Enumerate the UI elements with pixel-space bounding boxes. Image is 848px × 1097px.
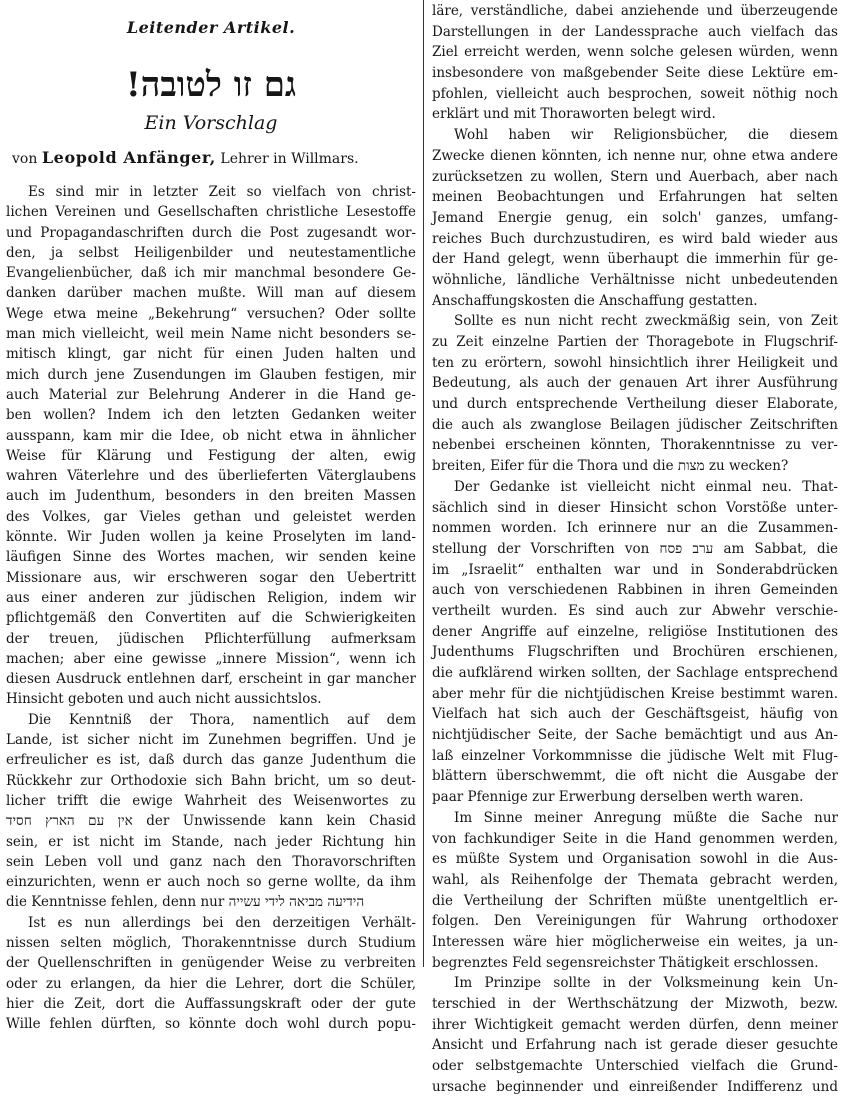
text-line: ben wollen? Indem ich den letzten Gedanken weiter bbox=[6, 407, 416, 424]
text-line: Missionare aus, wir erschweren sogar den Uebertritt bbox=[6, 569, 416, 586]
text-line: sächlich sind in dieser Hinsicht schon Vorstöße unter- bbox=[432, 499, 838, 516]
text-line: auch im Judenthum, besonders in den breiten Massen bbox=[6, 488, 416, 505]
text-line: Der Gedanke ist vielleicht nicht einmal neu. That- bbox=[454, 478, 838, 495]
text-line: aber mehr für die nichtjüdischen Kreise bestimmt waren. bbox=[432, 685, 838, 702]
text-line: nebenbei erscheinen könnten, Thorakenntnisse zu ver- bbox=[432, 437, 838, 454]
text-line: Hinsicht geboten und auch nicht aussichtslos. bbox=[6, 691, 322, 708]
text-line: Judenthums Flugschriften und Brochüren erschienen, bbox=[432, 644, 838, 661]
text-line: nissen selten möglich, Thorakenntnisse durch Studium bbox=[6, 934, 416, 951]
text-line: Bedeutung, als auch der genauen Art ihrer Ausführung bbox=[432, 375, 838, 392]
text-line: Im Prinzipe sollte in der Volksmeinung kein Un- bbox=[454, 975, 838, 992]
text-line: den, ja selbst Heiligenbilder und neutestamentliche bbox=[6, 244, 416, 261]
text-line: der Hand gelegt, wenn überhaupt die immerhin für ge- bbox=[432, 251, 838, 268]
text-line: nichtjüdischer Seite, der Sache bemächtigt und aus An- bbox=[432, 727, 838, 744]
text-line: Sollte es nun nicht recht zweckmäßig sein, von Zeit bbox=[454, 313, 838, 330]
text-line: nommen worden. Ich erinnere nur an die Zusammen- bbox=[432, 520, 838, 537]
text-line: könnte. Wir Juden wollen ja keine Proselyten im land- bbox=[6, 529, 416, 546]
text-line: vertheilt wurden. Es sind auch zur Abwehr verschie- bbox=[432, 602, 838, 619]
text-line: mitisch klingt, gar nicht für einen Juden halten und bbox=[6, 346, 416, 363]
text-line: die aufklärend wirken sollten, der Sachlage entsprechend bbox=[432, 665, 838, 681]
left-column bbox=[6, 18, 416, 1034]
text-line: Interessen wäre hier möglicherweise ein weites, ja un- bbox=[432, 933, 838, 950]
text-line: ihrer Wichtigkeit gemacht werden dürfen, denn meiner bbox=[432, 1016, 838, 1033]
text-line: der Quellenschriften in genügender Weise zu verbreiten bbox=[6, 955, 416, 972]
text-line: Wille fehlen dürften, so könnte doch wohl durch popu- bbox=[6, 1016, 416, 1033]
text-line: auch Material zur Belehrung Anderer in die Hand ge- bbox=[6, 386, 416, 403]
text-line: danken darüber machen mußte. Will man auf diesem bbox=[6, 285, 416, 302]
text-line: אין עם הארץ חסיד der Unwissende kann kein Chasid bbox=[6, 813, 416, 830]
text-line: läufigen Sinne des Wortes machen, wir senden keine bbox=[6, 549, 416, 566]
text-line: Jemand Energie genug, ein solch' ganzes, umfang- bbox=[432, 209, 838, 226]
text-line: erfreulicher es ist, daß durch das ganze Judenthum die bbox=[6, 752, 416, 769]
text-line: die auch als zwanglose Beilagen jüdischer Zeitschriften bbox=[432, 416, 838, 433]
text-line: läre, verständliche, dabei anziehende und überzeugende bbox=[432, 3, 838, 19]
text-line: der treuen, jüdischen Pflichterfüllung aufmerksam bbox=[6, 630, 416, 647]
text-line: insbesondere von maßgebender Seite diese Lektüre em- bbox=[432, 65, 838, 82]
text-line: aus einer anderen zur jüdischen Religion, indem wir bbox=[6, 589, 416, 606]
text-line: oder zu erlangen, da hier die Lehrer, dort die Schüler, bbox=[6, 975, 416, 992]
text-line: Anschaffungskosten die Anschaffung gestatten. bbox=[432, 292, 758, 309]
text-line: terschied in der Werthschätzung der Mizwoth, bezw. bbox=[432, 996, 838, 1012]
text-line: ausspann, kam mir die Idee, ob nicht etwa in ähnlicher bbox=[6, 427, 416, 444]
text-line: Evangelienbücher, daß ich mir manchmal besondere Ge- bbox=[6, 265, 416, 282]
byline bbox=[6, 148, 416, 170]
text-line: licher trifft die ewige Wahrheit des Weisenwortes zu bbox=[6, 792, 416, 809]
byline-prefix: von bbox=[12, 151, 38, 167]
text-line: Rückkehr zur Orthodoxie sich Bahn bricht, um so deut- bbox=[6, 772, 416, 789]
text-line: paar Pfennige zur Erwerbung derselben werth waren. bbox=[432, 789, 804, 806]
text-line: die Kenntnisse fehlen, denn nur הידיעה מביאה לידי עשייה bbox=[6, 894, 365, 911]
text-line: diesen Ausdruck entlehnen darf, erscheint in gar mancher bbox=[6, 671, 416, 688]
text-line: im „Israelit“ enthalten war und in Sonderabdrücken bbox=[432, 561, 838, 578]
text-line: es müßte System und Organisation sowohl in die Aus- bbox=[432, 851, 838, 868]
byline-suffix: Lehrer in Willmars. bbox=[220, 151, 359, 167]
text-line: wöhnliche, ländliche Verhältnisse nicht unbedeutenden bbox=[432, 271, 838, 288]
text-line: mich durch jene Zusendungen im Glauben festigen, mir bbox=[6, 366, 416, 383]
text-line: blättern überschwemmt, die oft nicht die Ausgabe der bbox=[432, 768, 838, 785]
text-line: wahren Väterlehre und des überlieferten Väterglaubens bbox=[6, 468, 416, 485]
text-line: man mich vielleicht, weil mein Name nicht besonders se- bbox=[6, 326, 416, 343]
text-line: dener Angriffe auf einzelne, religiöse Institutionen des bbox=[432, 623, 838, 640]
text-line: auch von verschiedenen Rabbinen in ihren Gemeinden bbox=[432, 582, 838, 599]
text-line: Darstellungen in der Landessprache auch vielfach das bbox=[432, 23, 838, 40]
text-line: Vielfach hat sich auch der Geschäftsgeist, häufig von bbox=[432, 706, 838, 723]
left-column-text bbox=[6, 182, 416, 1034]
text-line: sein Leben voll und ganz nach den Thoravorschriften bbox=[6, 853, 416, 870]
right-column-text bbox=[432, 1, 838, 1097]
text-line: ten zu erörtern, sowohl hinsichtlich ihrer Heiligkeit und bbox=[432, 354, 838, 371]
author-name: Leopold Anfänger, bbox=[41, 148, 216, 167]
text-line: zurücksetzen zu wollen, Stern und Auerbach, aber nach bbox=[432, 168, 838, 185]
text-line: sein, er ist nicht im Stande, nach jeder Richtung hin bbox=[6, 833, 416, 850]
text-line: Ist es nun allerdings bei den derzeitigen Verhält- bbox=[28, 914, 416, 931]
text-line: meinen Beobachtungen und Erfahrungen hat selten bbox=[432, 189, 838, 206]
text-line: oder selbstgemachte Unterschied vielfach die Grund- bbox=[432, 1058, 838, 1075]
right-column bbox=[432, 1, 838, 1097]
text-line: erklärt und mit Thoraworten belegt wird. bbox=[432, 106, 716, 123]
text-line: machen; aber eine gewisse „innere Mission“, wenn ich bbox=[6, 650, 416, 667]
text-line: reiches Buch durchzustudiren, es wird bald wieder aus bbox=[432, 230, 838, 247]
text-line: von fachkundiger Seite in die Hand genommen werden, bbox=[432, 830, 838, 847]
text-line: Lande, ist sicher nicht im Zunehmen begriffen. Und je bbox=[6, 732, 416, 749]
text-line: wahl, als Reihenfolge der Themata gebracht werden, bbox=[432, 871, 838, 888]
text-line: hier die Zeit, dort die Auffassungskraft oder der gute bbox=[6, 995, 416, 1012]
text-line: Im Sinne meiner Anregung müßte die Sache nur bbox=[454, 809, 838, 826]
text-line: laß einzelner Vorkommnisse die jüdische Welt mit Flug- bbox=[432, 747, 838, 764]
text-line: folgen. Den Vereinigungen für Wahrung orthodoxer bbox=[432, 913, 838, 930]
article-subtitle: Ein Vorschlag bbox=[144, 112, 278, 134]
text-line: und Propagandaschriften durch die Post zugesandt wor- bbox=[6, 224, 416, 241]
column-divider bbox=[423, 0, 424, 967]
text-line: begrenztes Feld segensreichster Thätigkeit erschlossen. bbox=[432, 954, 819, 971]
hebrew-title: גם זו לטובה! bbox=[125, 65, 297, 105]
text-line: Ansicht und Erfahrung nach ist gerade dieser gesuchte bbox=[432, 1037, 838, 1054]
text-line: Wohl haben wir Religionsbücher, die diesem bbox=[454, 127, 838, 144]
text-line: und durch entsprechende Vertheilung dieser Elaborate, bbox=[432, 396, 838, 413]
text-line: pfohlen, vielleicht auch besprochen, soweit nöthig noch bbox=[432, 85, 838, 102]
section-label: Leitender Artikel. bbox=[126, 18, 296, 37]
text-line: Die Kenntniß der Thora, namentlich auf dem bbox=[28, 711, 416, 728]
text-line: die Vertheilung der Schriften müßte unentgeltlich er- bbox=[432, 892, 838, 909]
text-line: Es sind mir in letzter Zeit so vielfach von christ- bbox=[28, 184, 416, 200]
text-line: stellung der Vorschriften von ערב פסח am Sabbat, die bbox=[432, 540, 839, 557]
text-line: des Volkes, gar Vieles gethan und geleistet werden bbox=[6, 508, 416, 525]
text-line: Zwecke dienen könnten, ich nenne nur, ohne etwa andere bbox=[432, 147, 838, 164]
text-line: Wege etwa meine „Bekehrung“ versuchen? Oder sollte bbox=[6, 305, 416, 322]
text-line: pflichtgemäß den Convertiten auf die Schwierigkeiten bbox=[6, 610, 416, 627]
text-line: zu Zeit einzelne Partien der Thoragebote in Flugschrif- bbox=[432, 334, 838, 350]
text-line: breiten, Eifer für die Thora und die מצות zu wecken? bbox=[432, 458, 789, 475]
text-line: Ziel erreicht werden, wenn solche gelesen würden, wenn bbox=[432, 44, 838, 61]
text-line: ursache beginnender und einreißender Indifferenz und bbox=[432, 1078, 838, 1095]
text-line: lichen Vereinen und Gesellschaften christliche Lesestoffe bbox=[6, 204, 416, 221]
text-line: einzurichten, wenn er auch noch so gerne wollte, da ihm bbox=[6, 874, 416, 891]
text-line: Weise für Klärung und Festigung der alten, ewig bbox=[6, 447, 416, 464]
